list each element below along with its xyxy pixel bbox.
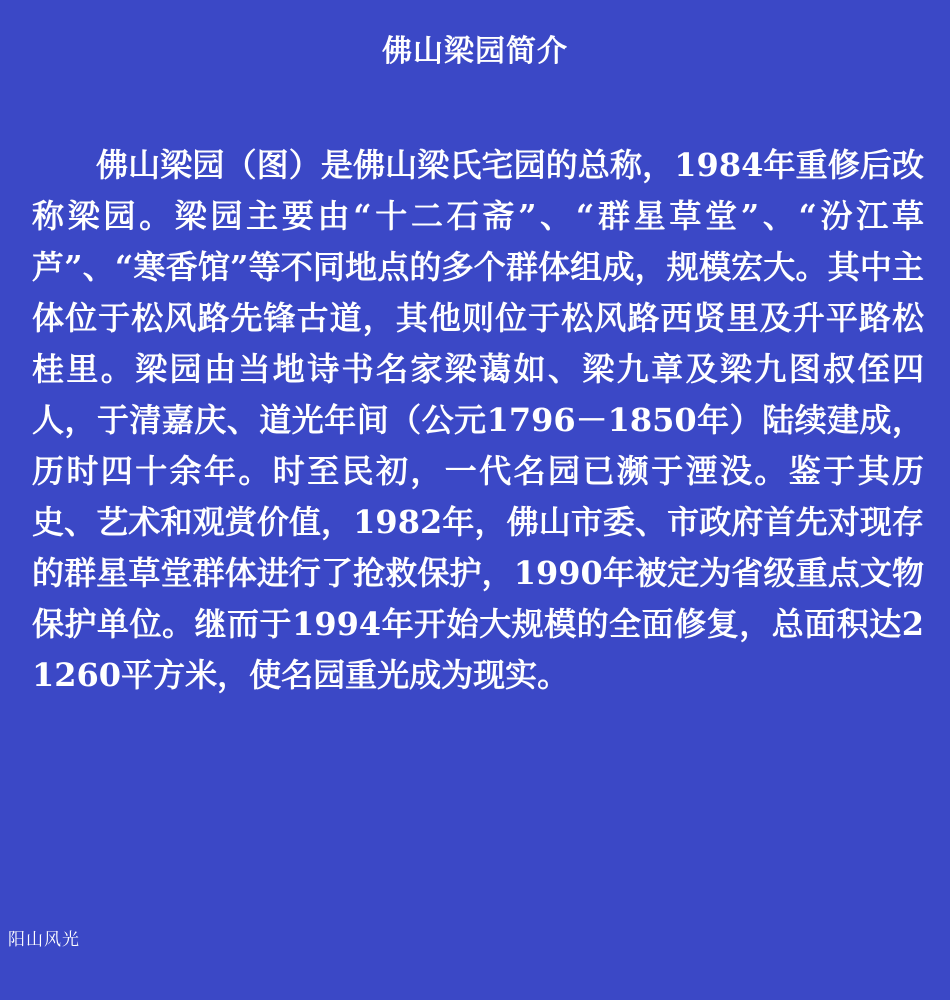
- document-body: 佛山梁园（图）是佛山梁氏宅园的总称，1984年重修后改称梁园。梁园主要由“十二石斋”、“群星草堂”、“汾江草芦”、“寒香馆”等不同地点的多个群体组成，规模宏大。其中主体位于松风路先锋古道，其他则位于松风路西贤里及升平路松桂里。梁园由当地诗书名家梁蔼如、梁九章及梁九图叔侄四人，于清嘉庆、道光年间（公元1796－1850年）陆续建成，历时四十余年。时至民初，一代名园已濒于湮没。鉴于其历史、艺术和观赏价值，1982年，佛山市委、市政府首先对现存的群星草堂群体进行了抢救保护，1990年被定为省级重点文物保护单位。继而于1994年开始大规模的全面修复，总面积达21260平方米，使名园重光成为现实。: [32, 146, 924, 694]
- watermark-label: 阳山风光: [8, 930, 80, 950]
- document-title: 佛山梁园简介: [382, 34, 568, 69]
